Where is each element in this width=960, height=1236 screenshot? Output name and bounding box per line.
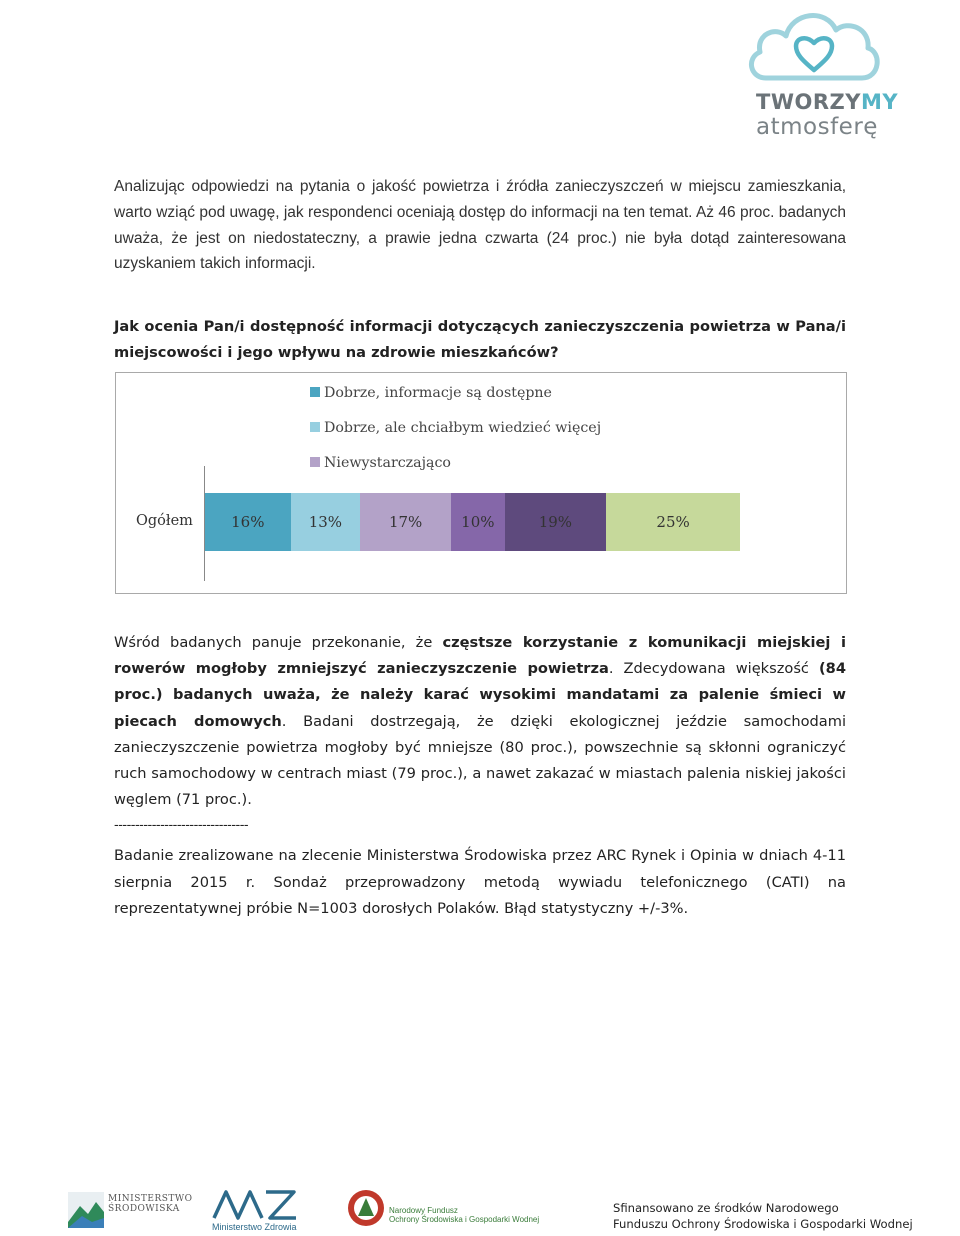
bar-segment — [451, 493, 505, 551]
legend-swatch — [310, 457, 320, 467]
bar-data-label: 17% — [388, 513, 423, 531]
body-paragraph: Wśród badanych panuje przekonanie, że częstsze korzystanie z komunikacji miejskiej i rowerów mogłoby zmniejszyć zanieczyszczenie powietrza. Zdecydowana większość (84 proc.) badanych uważa, że należy karać wysokimi mandatami za palenie śmieci w piecach domowych. Badani dostrzegają, że dzięki ekologicznej jeździe samochodami zanieczyszczenie powietrza mogłoby być mniejsze (80 proc.), powszechnie są skłonni ograniczyć ruch samochodowy w centrach miast (79 proc.), a nawet zakazać w miastach palenia niskiej jakości węglem (71 proc.). — [114, 634, 846, 809]
category-label: Ogółem — [136, 513, 193, 529]
legend-label: Dobrze, ale chciałbym wiedzieć więcej — [324, 420, 602, 436]
ministry-health-logo-icon — [212, 1188, 298, 1222]
bar-data-label: 16% — [231, 513, 265, 531]
bar-segment — [205, 493, 291, 551]
legend-swatch — [310, 387, 320, 397]
funding-note: Sfinansowano ze środków Narodowego Funduszu Ochrony Środowiska i Gospodarki Wodnej — [613, 1201, 913, 1231]
bar-data-label: 25% — [656, 513, 690, 531]
stacked-bar — [205, 493, 740, 551]
bar-segment — [606, 493, 740, 551]
ministry-health-name: Ministerstwo Zdrowia — [212, 1222, 297, 1232]
bar-segment — [291, 493, 361, 551]
legend-label: Niewystarczająco — [324, 455, 451, 471]
nfosigw-name: Narodowy Fundusz Ochrony Środowiska i Gospodarki Wodnej — [389, 1206, 540, 1224]
bar-data-label: 19% — [538, 513, 573, 531]
ministry-environment-name: MINISTERSTWO ŚRODOWISKA — [108, 1194, 193, 1214]
ministry-environment-logo-icon — [68, 1192, 104, 1228]
nfosigw-logo-icon — [346, 1188, 386, 1228]
stacked-bar-chart — [115, 372, 847, 594]
bar-data-label: 13% — [308, 513, 343, 531]
bar-segment — [505, 493, 607, 551]
legend-label: Dobrze, informacje są dostępne — [324, 385, 552, 401]
tworzymy-atmosfere-logo — [744, 4, 899, 144]
bar-data-label: 10% — [461, 513, 495, 531]
cloud-heart-icon — [744, 4, 884, 94]
legend-entry — [310, 455, 451, 471]
logo-wordmark-bottom: atmosferę — [756, 114, 878, 140]
legend-swatch — [310, 422, 320, 432]
survey-question: Jak ocenia Pan/i dostępność informacji dotyczących zanieczyszczenia powietrza w Pana/i miejscowości i jego wpływu na zdrowie mieszkańców? — [114, 318, 846, 361]
divider-dashes: -------------------------------- — [114, 818, 249, 833]
legend-entry — [310, 420, 601, 436]
logo-wordmark-top: TWORZYMY — [756, 90, 899, 114]
intro-paragraph: Analizując odpowiedzi na pytania o jakość powietrza i źródła zanieczyszczeń w miejscu zamieszkania, warto wziąć pod uwagę, jak respondenci oceniają dostęp do informacji na ten temat. Aż 46 proc. badanych uważa, że jest on niedostateczny, a prawie jedna czwarta (24 proc.) nie była dotąd zainteresowana uzyskaniem takich informacji. — [114, 178, 846, 273]
bar-segment — [360, 493, 451, 551]
footer — [0, 1186, 960, 1236]
methodology-note: Badanie zrealizowane na zlecenie Ministerstwa Środowiska przez ARC Rynek i Opinia w dniach 4-11 sierpnia 2015 r. Sondaż przeprowadzony metodą wywiadu telefonicznego (CATI) na reprezentatywnej próbie N=1003 dorosłych Polaków. Błąd statystyczny +/-3%. — [114, 847, 846, 917]
legend-entry — [310, 385, 552, 401]
